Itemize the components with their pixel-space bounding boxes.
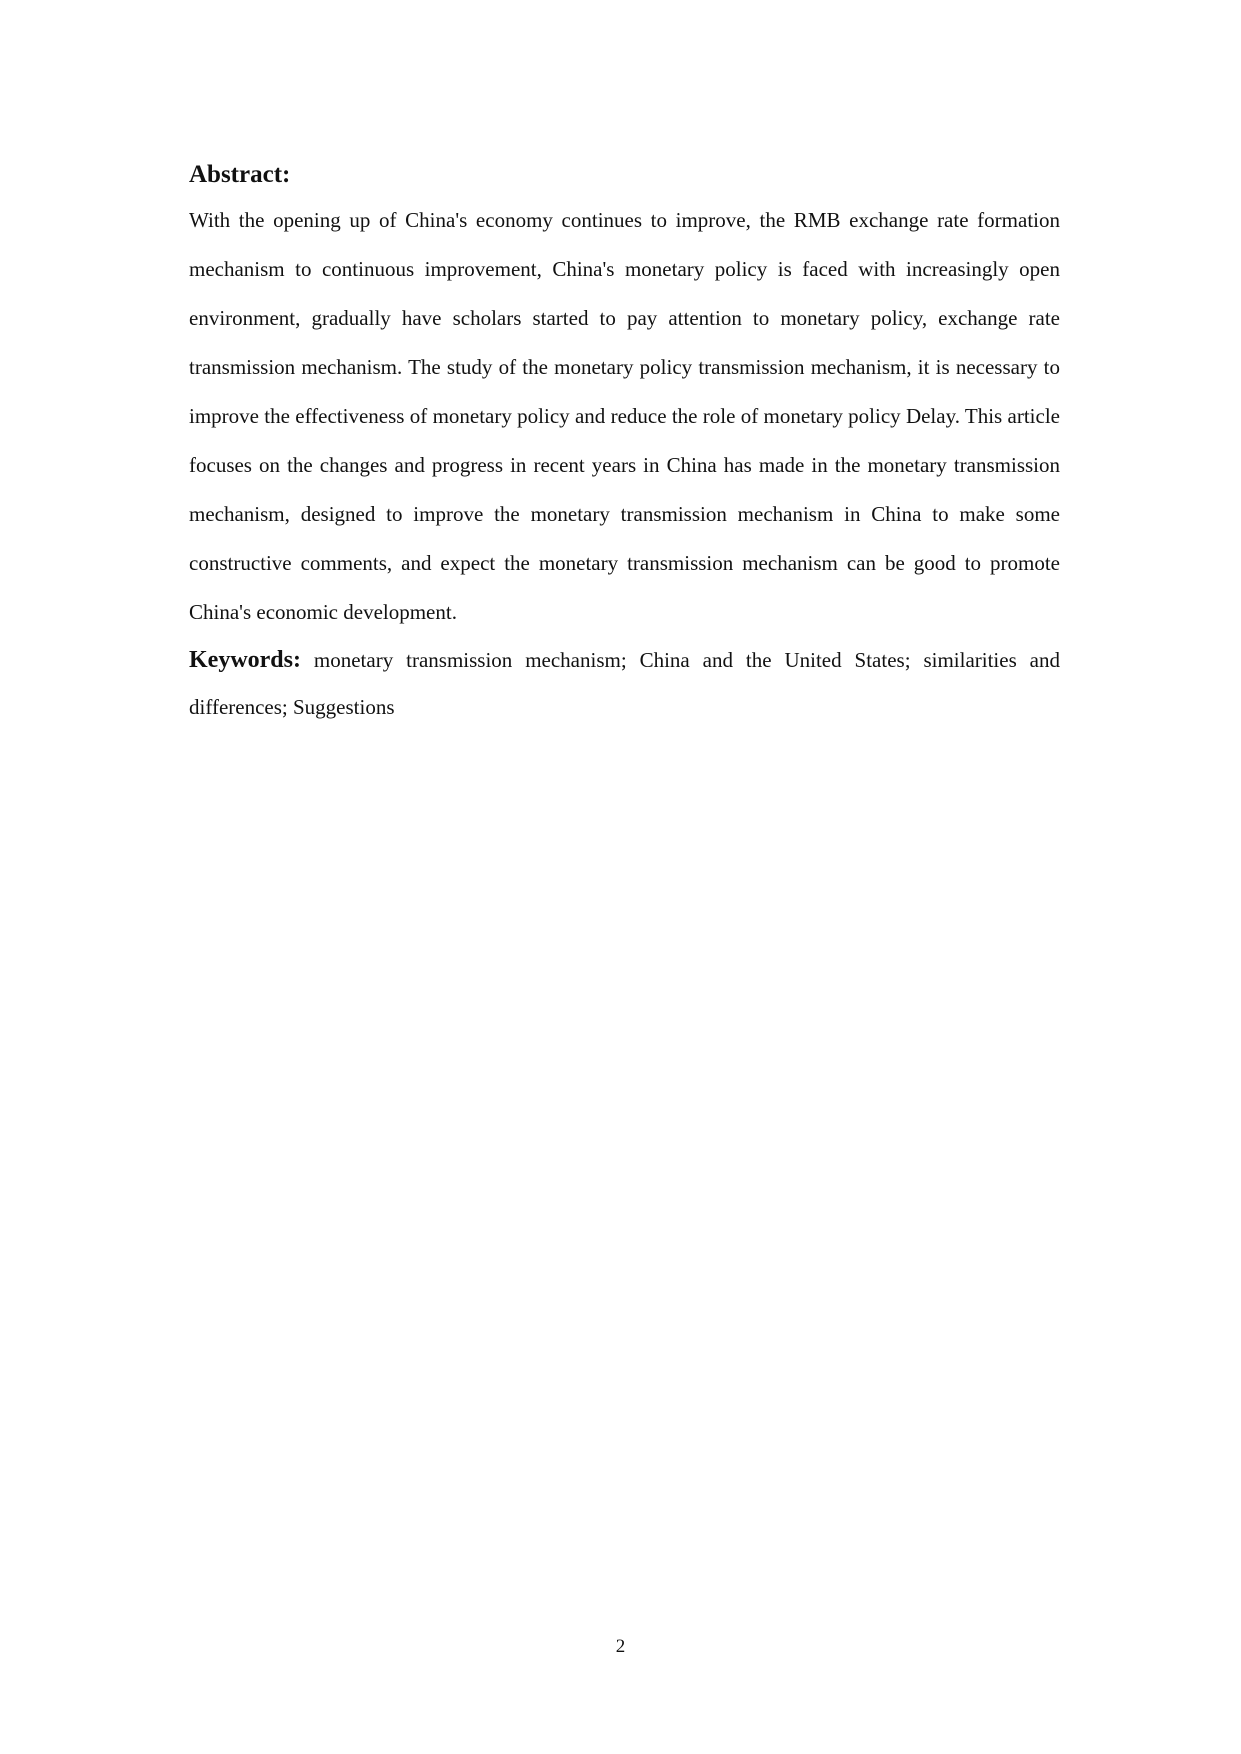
keywords-line <box>189 637 1060 731</box>
page-number: 2 <box>615 1636 626 1657</box>
abstract-body: With the opening up of China's economy continues to improve, the RMB exchange rate formation mechanism to continuous improvement, China's monetary policy is faced with increasingly open environment, gradually have scholars started to pay attention to monetary policy, exchange rate transmission mechanism. The study of the monetary policy transmission mechanism, it is necessary to improve the effectiveness of monetary policy and reduce the role of monetary policy Delay. This article focuses on the changes and progress in recent years in China has made in the monetary transmission mechanism, designed to improve the monetary transmission mechanism in China to make some constructive comments, and expect the monetary transmission mechanism can be good to promote China's economic development. <box>189 208 1060 624</box>
keywords-label: Keywords: <box>189 647 301 673</box>
keywords-text: monetary transmission mechanism; China and the United States; similarities and differences; Suggestions <box>189 648 1060 719</box>
abstract-heading: Abstract: <box>189 161 291 188</box>
abstract-section <box>189 156 1060 731</box>
